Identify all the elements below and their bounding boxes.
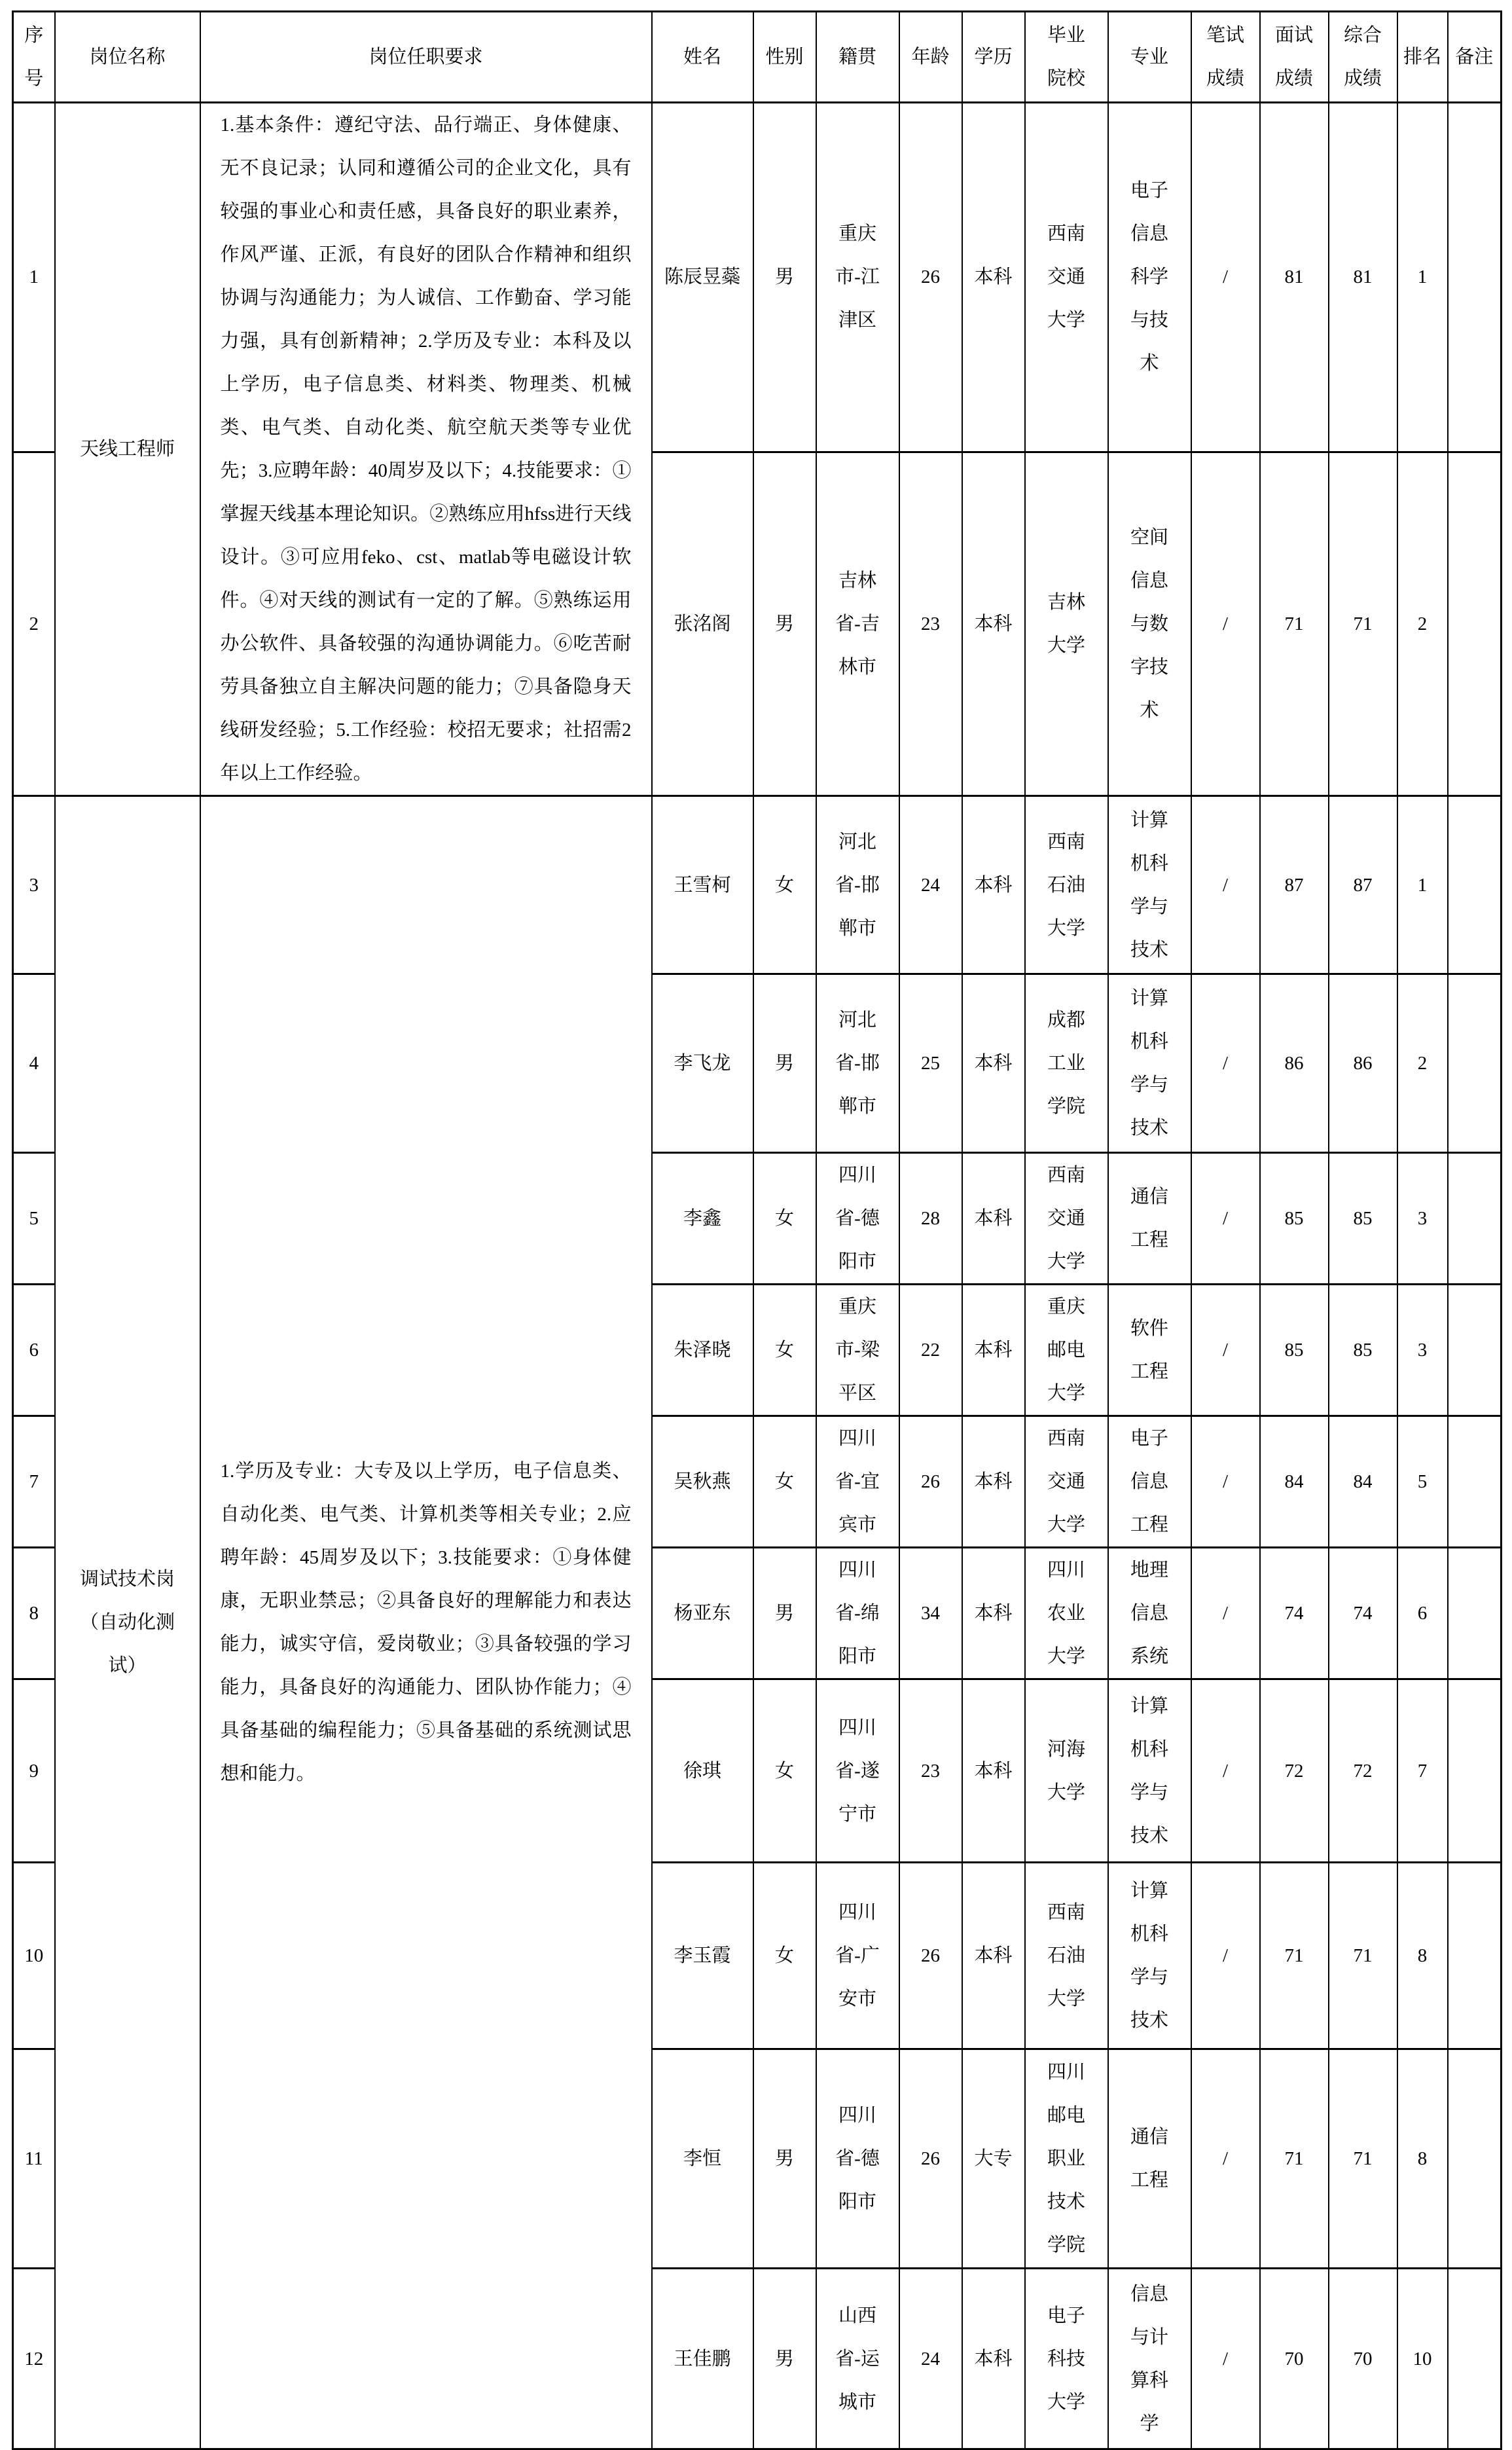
cell-name: 徐琪: [652, 1679, 753, 1863]
cell-written-score: /: [1191, 1416, 1260, 1548]
cell-edu: 本科: [962, 1416, 1025, 1548]
cell-major: 软件工程: [1108, 1285, 1191, 1416]
cell-written-score: /: [1191, 974, 1260, 1153]
cell-name: 王佳鹏: [652, 2269, 753, 2449]
cell-age: 25: [899, 974, 962, 1153]
cell-note: [1448, 1863, 1502, 2049]
job-title-cell: 调试技术岗（自动化测试）: [55, 796, 200, 2449]
cell-place: 山西省-运城市: [816, 2269, 899, 2449]
cell-overall-score: 71: [1329, 1863, 1397, 2049]
cell-name: 李恒: [652, 2049, 753, 2269]
cell-sex: 男: [753, 974, 816, 1153]
recruitment-results-table: [12, 10, 1502, 2450]
cell-interview-score: 85: [1260, 1153, 1329, 1285]
cell-school: 四川农业大学: [1025, 1548, 1108, 1679]
cell-place: 河北省-邯郸市: [816, 974, 899, 1153]
cell-sex: 女: [753, 1285, 816, 1416]
cell-seq: 7: [13, 1416, 55, 1548]
cell-note: [1448, 1679, 1502, 1863]
header-note: 备注: [1448, 12, 1502, 103]
cell-place: 重庆市-江津区: [816, 103, 899, 452]
cell-edu: 本科: [962, 1285, 1025, 1416]
cell-overall-score: 71: [1329, 2049, 1397, 2269]
cell-edu: 本科: [962, 796, 1025, 974]
header-age: 年龄: [899, 12, 962, 103]
cell-school: 西南交通大学: [1025, 1153, 1108, 1285]
cell-place: 吉林省-吉林市: [816, 452, 899, 795]
header-job: 岗位名称: [55, 12, 200, 103]
cell-interview-score: 72: [1260, 1679, 1329, 1863]
cell-overall-score: 71: [1329, 452, 1397, 795]
cell-place: 四川省-绵阳市: [816, 1548, 899, 1679]
cell-name: 杨亚东: [652, 1548, 753, 1679]
cell-school: 电子科技大学: [1025, 2269, 1108, 2449]
header-edu: 学历: [962, 12, 1025, 103]
cell-school: 四川邮电职业技术学院: [1025, 2049, 1108, 2269]
cell-major: 计算机科学与技术: [1108, 1679, 1191, 1863]
cell-rank: 7: [1397, 1679, 1448, 1863]
cell-edu: 本科: [962, 452, 1025, 795]
cell-edu: 本科: [962, 1863, 1025, 2049]
cell-sex: 男: [753, 103, 816, 452]
cell-school: 西南交通大学: [1025, 1416, 1108, 1548]
cell-interview-score: 87: [1260, 796, 1329, 974]
cell-written-score: /: [1191, 1548, 1260, 1679]
cell-rank: 1: [1397, 103, 1448, 452]
cell-seq: 2: [13, 452, 55, 795]
cell-written-score: /: [1191, 796, 1260, 974]
cell-seq: 4: [13, 974, 55, 1153]
cell-rank: 3: [1397, 1285, 1448, 1416]
cell-seq: 6: [13, 1285, 55, 1416]
cell-place: 四川省-广安市: [816, 1863, 899, 2049]
cell-written-score: /: [1191, 1153, 1260, 1285]
cell-name: 王雪柯: [652, 796, 753, 974]
cell-sex: 男: [753, 452, 816, 795]
header-interview-score: 面试成绩: [1260, 12, 1329, 103]
cell-sex: 女: [753, 1153, 816, 1285]
cell-age: 26: [899, 2049, 962, 2269]
cell-major: 计算机科学与技术: [1108, 974, 1191, 1153]
cell-note: [1448, 2049, 1502, 2269]
job-title-cell: 天线工程师: [55, 103, 200, 796]
cell-seq: 1: [13, 103, 55, 452]
cell-name: 李玉霞: [652, 1863, 753, 2049]
cell-place: 四川省-德阳市: [816, 1153, 899, 1285]
cell-overall-score: 85: [1329, 1153, 1397, 1285]
cell-age: 22: [899, 1285, 962, 1416]
cell-sex: 男: [753, 2049, 816, 2269]
cell-seq: 9: [13, 1679, 55, 1863]
cell-edu: 本科: [962, 2269, 1025, 2449]
header-row: [13, 12, 1502, 103]
cell-seq: 8: [13, 1548, 55, 1679]
cell-interview-score: 71: [1260, 2049, 1329, 2269]
cell-major: 信息与计算科学: [1108, 2269, 1191, 2449]
cell-major: 地理信息系统: [1108, 1548, 1191, 1679]
cell-rank: 10: [1397, 2269, 1448, 2449]
cell-edu: 本科: [962, 1153, 1025, 1285]
header-name: 姓名: [652, 12, 753, 103]
cell-rank: 8: [1397, 2049, 1448, 2269]
cell-place: 四川省-宜宾市: [816, 1416, 899, 1548]
cell-place: 四川省-德阳市: [816, 2049, 899, 2269]
cell-interview-score: 70: [1260, 2269, 1329, 2449]
cell-age: 34: [899, 1548, 962, 1679]
cell-major: 电子信息工程: [1108, 1416, 1191, 1548]
cell-rank: 6: [1397, 1548, 1448, 1679]
cell-overall-score: 86: [1329, 974, 1397, 1153]
cell-age: 26: [899, 1863, 962, 2049]
cell-edu: 本科: [962, 103, 1025, 452]
cell-place: 河北省-邯郸市: [816, 796, 899, 974]
cell-name: 李飞龙: [652, 974, 753, 1153]
cell-interview-score: 86: [1260, 974, 1329, 1153]
cell-major: 通信工程: [1108, 2049, 1191, 2269]
cell-written-score: /: [1191, 103, 1260, 452]
cell-edu: 本科: [962, 1679, 1025, 1863]
cell-age: 23: [899, 452, 962, 795]
cell-overall-score: 81: [1329, 103, 1397, 452]
cell-school: 吉林大学: [1025, 452, 1108, 795]
cell-seq: 10: [13, 1863, 55, 2049]
cell-interview-score: 74: [1260, 1548, 1329, 1679]
cell-sex: 女: [753, 796, 816, 974]
header-school: 毕业院校: [1025, 12, 1108, 103]
cell-overall-score: 85: [1329, 1285, 1397, 1416]
table-row: [13, 103, 1502, 452]
cell-major: 电子信息科学与技术: [1108, 103, 1191, 452]
cell-overall-score: 84: [1329, 1416, 1397, 1548]
header-place: 籍贯: [816, 12, 899, 103]
cell-written-score: /: [1191, 1285, 1260, 1416]
cell-name: 李鑫: [652, 1153, 753, 1285]
cell-note: [1448, 1153, 1502, 1285]
cell-school: 西南石油大学: [1025, 796, 1108, 974]
cell-major: 计算机科学与技术: [1108, 796, 1191, 974]
cell-age: 23: [899, 1679, 962, 1863]
cell-note: [1448, 1416, 1502, 1548]
cell-sex: 女: [753, 1863, 816, 2049]
cell-school: 河海大学: [1025, 1679, 1108, 1863]
cell-place: 重庆市-梁平区: [816, 1285, 899, 1416]
cell-rank: 8: [1397, 1863, 1448, 2049]
cell-age: 24: [899, 796, 962, 974]
header-sex: 性别: [753, 12, 816, 103]
cell-major: 通信工程: [1108, 1153, 1191, 1285]
cell-sex: 男: [753, 1548, 816, 1679]
cell-rank: 5: [1397, 1416, 1448, 1548]
cell-interview-score: 84: [1260, 1416, 1329, 1548]
cell-written-score: /: [1191, 1679, 1260, 1863]
cell-sex: 女: [753, 1679, 816, 1863]
cell-overall-score: 70: [1329, 2269, 1397, 2449]
cell-written-score: /: [1191, 452, 1260, 795]
cell-rank: 1: [1397, 796, 1448, 974]
cell-overall-score: 87: [1329, 796, 1397, 974]
cell-written-score: /: [1191, 1863, 1260, 2049]
cell-age: 26: [899, 1416, 962, 1548]
cell-seq: 3: [13, 796, 55, 974]
cell-note: [1448, 452, 1502, 795]
job-requirements-cell: 1.基本条件：遵纪守法、品行端正、身体健康、无不良记录；认同和遵循公司的企业文化，具有较强的事业心和责任感，具备良好的职业素养，作风严谨、正派，有良好的团队合作精神和组织协调与沟通能力；为人诚信、工作勤奋、学习能力强，具有创新精神；2.学历及专业：本科及以上学历，电子信息类、材料类、物理类、机械类、电气类、自动化类、航空航天类等专业优先；3.应聘年龄：40周岁及以下；4.技能要求：①掌握天线基本理论知识。②熟练应用hfss进行天线设计。③可应用feko、cst、matlab等电磁设计软件。④对天线的测试有一定的了解。⑤熟练运用办公软件、具备较强的沟通协调能力。⑥吃苦耐劳具备独立自主解决问题的能力；⑦具备隐身天线研发经验；5.工作经验：校招无要求；社招需2年以上工作经验。: [200, 103, 652, 796]
cell-rank: 3: [1397, 1153, 1448, 1285]
cell-edu: 本科: [962, 1548, 1025, 1679]
cell-note: [1448, 1285, 1502, 1416]
cell-note: [1448, 1548, 1502, 1679]
header-requirements: 岗位任职要求: [200, 12, 652, 103]
cell-school: 西南石油大学: [1025, 1863, 1108, 2049]
cell-overall-score: 72: [1329, 1679, 1397, 1863]
cell-age: 26: [899, 103, 962, 452]
cell-rank: 2: [1397, 452, 1448, 795]
cell-school: 成都工业学院: [1025, 974, 1108, 1153]
cell-name: 朱泽晓: [652, 1285, 753, 1416]
cell-note: [1448, 2269, 1502, 2449]
cell-interview-score: 85: [1260, 1285, 1329, 1416]
cell-sex: 女: [753, 1416, 816, 1548]
cell-rank: 2: [1397, 974, 1448, 1153]
cell-note: [1448, 796, 1502, 974]
header-overall-score: 综合成绩: [1329, 12, 1397, 103]
cell-seq: 12: [13, 2269, 55, 2449]
cell-edu: 大专: [962, 2049, 1025, 2269]
cell-interview-score: 71: [1260, 1863, 1329, 2049]
header-written-score: 笔试成绩: [1191, 12, 1260, 103]
cell-age: 24: [899, 2269, 962, 2449]
cell-major: 空间信息与数字技术: [1108, 452, 1191, 795]
cell-seq: 11: [13, 2049, 55, 2269]
job-requirements-cell: 1.学历及专业：大专及以上学历，电子信息类、自动化类、电气类、计算机类等相关专业；2.应聘年龄：45周岁及以下；3.技能要求：①身体健康，无职业禁忌；②具备良好的理解能力和表达能力，诚实守信，爱岗敬业；③具备较强的学习能力，具备良好的沟通能力、团队协作能力；④具备基础的编程能力；⑤具备基础的系统测试思想和能力。: [200, 796, 652, 2449]
cell-place: 四川省-遂宁市: [816, 1679, 899, 1863]
header-rank: 排名: [1397, 12, 1448, 103]
cell-seq: 5: [13, 1153, 55, 1285]
cell-sex: 男: [753, 2269, 816, 2449]
cell-major: 计算机科学与技术: [1108, 1863, 1191, 2049]
cell-written-score: /: [1191, 2049, 1260, 2269]
header-major: 专业: [1108, 12, 1191, 103]
cell-note: [1448, 103, 1502, 452]
cell-interview-score: 71: [1260, 452, 1329, 795]
cell-overall-score: 74: [1329, 1548, 1397, 1679]
cell-edu: 本科: [962, 974, 1025, 1153]
cell-name: 吴秋燕: [652, 1416, 753, 1548]
header-seq: 序号: [13, 12, 55, 103]
table-row: [13, 796, 1502, 974]
cell-school: 重庆邮电大学: [1025, 1285, 1108, 1416]
cell-interview-score: 81: [1260, 103, 1329, 452]
cell-school: 西南交通大学: [1025, 103, 1108, 452]
cell-name: 陈辰昱蘂: [652, 103, 753, 452]
cell-note: [1448, 974, 1502, 1153]
cell-age: 28: [899, 1153, 962, 1285]
cell-name: 张洺阁: [652, 452, 753, 795]
cell-written-score: /: [1191, 2269, 1260, 2449]
